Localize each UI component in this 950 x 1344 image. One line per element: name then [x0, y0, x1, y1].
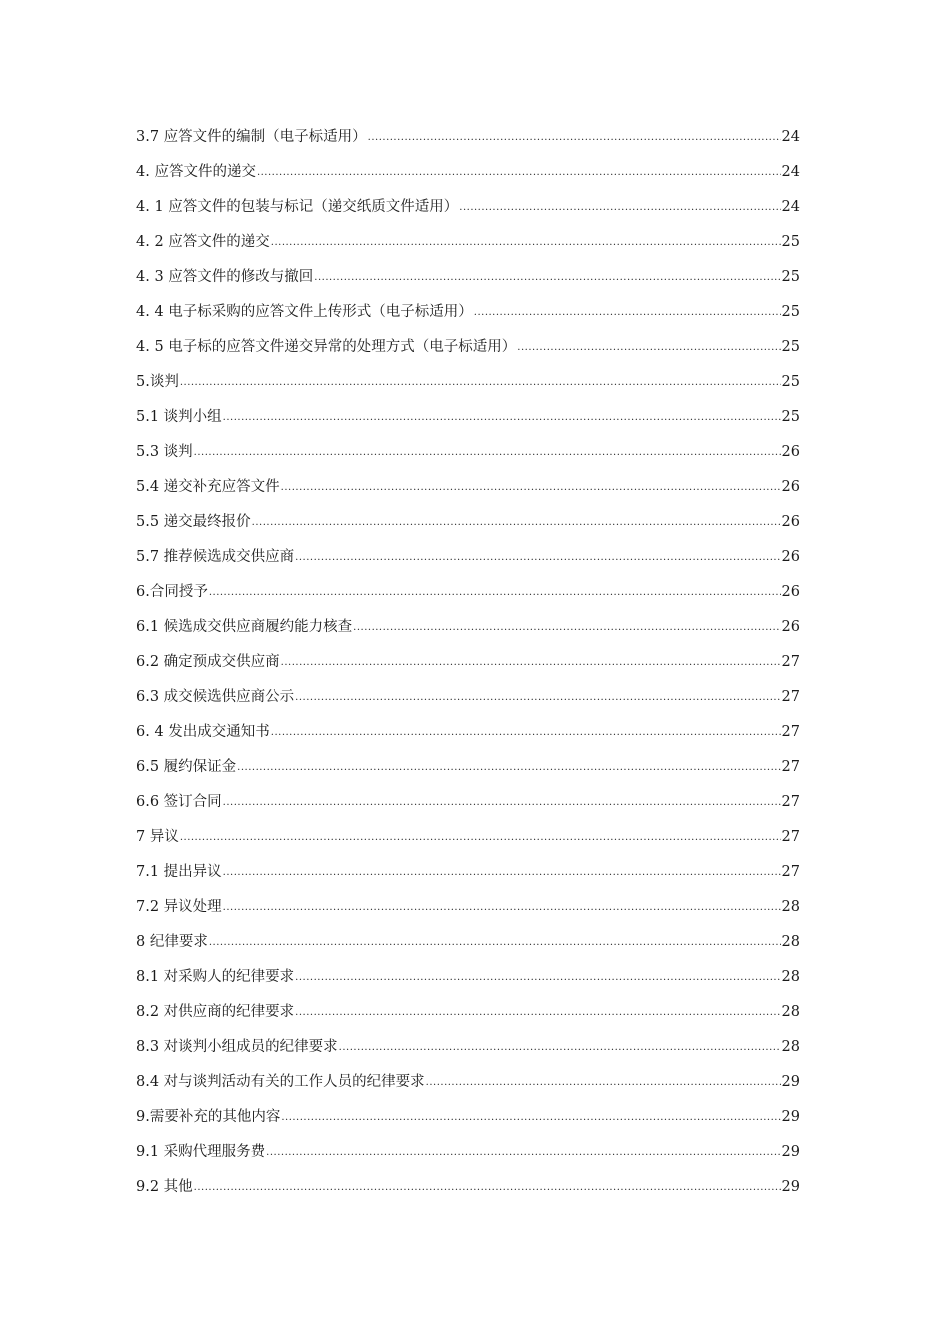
- toc-entry-page-number: 24: [781, 129, 800, 145]
- toc-entry-title: 5.1 谈判小组: [136, 409, 222, 425]
- toc-entry-title: 4. 应答文件的递交: [136, 164, 256, 180]
- toc-entry[interactable]: [136, 196, 800, 231]
- toc-entry-title: 8.4 对与谈判活动有关的工作人员的纪律要求: [136, 1074, 425, 1090]
- toc-entry-title: 7.1 提出异议: [136, 864, 222, 880]
- toc-entry-title: 3.7 应答文件的编制（电子标适用）: [136, 129, 367, 145]
- toc-entry-title: 6.5 履约保证金: [136, 759, 237, 775]
- dot-leader: [223, 862, 781, 884]
- toc-entry[interactable]: [136, 791, 800, 826]
- toc-entry[interactable]: [136, 756, 800, 791]
- dot-leader: [281, 1107, 780, 1129]
- toc-entry[interactable]: [136, 126, 800, 161]
- toc-entry-title: 6.3 成交候选供应商公示: [136, 689, 295, 705]
- toc-entry-page-number: 26: [781, 479, 800, 495]
- toc-entry-title: 6.1 候选成交供应商履约能力核查: [136, 619, 353, 635]
- toc-entry-page-number: 27: [781, 864, 800, 880]
- toc-entry[interactable]: [136, 686, 800, 721]
- toc-entry-page-number: 28: [781, 934, 800, 950]
- toc-entry-title: 8.1 对采购人的纪律要求: [136, 969, 295, 985]
- toc-entry-title: 9.2 其他: [136, 1179, 193, 1195]
- toc-entry-page-number: 28: [781, 899, 800, 915]
- toc-entry-page-number: 25: [781, 339, 800, 355]
- dot-leader: [194, 1177, 781, 1199]
- dot-leader: [271, 232, 781, 254]
- toc-entry[interactable]: [136, 336, 800, 371]
- toc-entry-page-number: 28: [781, 1004, 800, 1020]
- toc-entry-page-number: 29: [781, 1109, 800, 1125]
- toc-entry[interactable]: [136, 581, 800, 616]
- toc-entry[interactable]: [136, 1176, 800, 1211]
- toc-entry-title: 5.3 谈判: [136, 444, 193, 460]
- toc-entry-page-number: 26: [781, 514, 800, 530]
- toc-entry-title: 9.需要补充的其他内容: [136, 1109, 281, 1125]
- dot-leader: [339, 1037, 781, 1059]
- toc-entry[interactable]: [136, 476, 800, 511]
- toc-entry-title: 6. 4 发出成交通知书: [136, 724, 270, 740]
- toc-entry-title: 5.4 递交补充应答文件: [136, 479, 280, 495]
- toc-entry-title: 5.5 递交最终报价: [136, 514, 251, 530]
- toc-entry-title: 5.谈判: [136, 374, 179, 390]
- dot-leader: [295, 1002, 780, 1024]
- toc-entry[interactable]: [136, 651, 800, 686]
- toc-entry-page-number: 26: [781, 619, 800, 635]
- toc-entry-page-number: 26: [781, 584, 800, 600]
- toc-entry-page-number: 24: [781, 199, 800, 215]
- toc-entry-page-number: 28: [781, 1039, 800, 1055]
- toc-entry[interactable]: [136, 721, 800, 756]
- toc-entry[interactable]: [136, 371, 800, 406]
- dot-leader: [237, 757, 780, 779]
- toc-entry-page-number: 26: [781, 549, 800, 565]
- dot-leader: [295, 967, 780, 989]
- toc-entry[interactable]: [136, 861, 800, 896]
- dot-leader: [314, 267, 780, 289]
- toc-entry[interactable]: [136, 616, 800, 651]
- toc-entry-page-number: 25: [781, 374, 800, 390]
- dot-leader: [223, 897, 781, 919]
- dot-leader: [194, 442, 781, 464]
- dot-leader: [266, 1142, 780, 1164]
- toc-entry[interactable]: [136, 161, 800, 196]
- toc-entry[interactable]: [136, 406, 800, 441]
- toc-entry-page-number: 25: [781, 269, 800, 285]
- dot-leader: [368, 127, 781, 149]
- dot-leader: [271, 722, 781, 744]
- toc-entry-title: 6.2 确定预成交供应商: [136, 654, 280, 670]
- toc-entry-page-number: 28: [781, 969, 800, 985]
- table-of-contents: [136, 126, 800, 1211]
- toc-entry[interactable]: [136, 1001, 800, 1036]
- toc-entry-title: 4. 2 应答文件的递交: [136, 234, 270, 250]
- toc-entry-title: 4. 3 应答文件的修改与撤回: [136, 269, 314, 285]
- dot-leader: [209, 582, 781, 604]
- dot-leader: [209, 932, 781, 954]
- toc-entry-title: 4. 5 电子标的应答文件递交异常的处理方式（电子标适用）: [136, 339, 517, 355]
- dot-leader: [281, 477, 781, 499]
- toc-entry-page-number: 27: [781, 759, 800, 775]
- dot-leader: [223, 407, 781, 429]
- toc-entry[interactable]: [136, 266, 800, 301]
- toc-entry-title: 4. 4 电子标采购的应答文件上传形式（电子标适用）: [136, 304, 473, 320]
- toc-entry[interactable]: [136, 896, 800, 931]
- toc-entry-title: 8.3 对谈判小组成员的纪律要求: [136, 1039, 338, 1055]
- toc-entry-title: 8.2 对供应商的纪律要求: [136, 1004, 295, 1020]
- toc-entry-page-number: 27: [781, 654, 800, 670]
- dot-leader: [295, 547, 780, 569]
- dot-leader: [459, 197, 780, 219]
- toc-entry[interactable]: [136, 441, 800, 476]
- toc-entry-page-number: 29: [781, 1144, 800, 1160]
- toc-entry[interactable]: [136, 511, 800, 546]
- toc-entry-page-number: 24: [781, 164, 800, 180]
- toc-entry[interactable]: [136, 1071, 800, 1106]
- toc-entry[interactable]: [136, 1036, 800, 1071]
- toc-entry-page-number: 26: [781, 444, 800, 460]
- toc-entry[interactable]: [136, 966, 800, 1001]
- toc-entry[interactable]: [136, 1106, 800, 1141]
- dot-leader: [180, 827, 781, 849]
- dot-leader: [223, 792, 781, 814]
- dot-leader: [180, 372, 781, 394]
- toc-entry-page-number: 27: [781, 829, 800, 845]
- toc-entry[interactable]: [136, 826, 800, 861]
- toc-entry-page-number: 27: [781, 794, 800, 810]
- dot-leader: [517, 337, 780, 359]
- toc-entry[interactable]: [136, 546, 800, 581]
- toc-entry-title: 6.合同授予: [136, 584, 208, 600]
- dot-leader: [257, 162, 781, 184]
- toc-entry-page-number: 29: [781, 1179, 800, 1195]
- toc-entry-page-number: 25: [781, 304, 800, 320]
- toc-entry[interactable]: [136, 1141, 800, 1176]
- dot-leader: [353, 617, 780, 639]
- toc-entry-title: 9.1 采购代理服务费: [136, 1144, 266, 1160]
- toc-entry-page-number: 29: [781, 1074, 800, 1090]
- toc-entry-page-number: 27: [781, 689, 800, 705]
- dot-leader: [281, 652, 781, 674]
- toc-entry[interactable]: [136, 931, 800, 966]
- toc-entry-title: 5.7 推荐候选成交供应商: [136, 549, 295, 565]
- toc-entry-title: 7 异议: [136, 829, 179, 845]
- toc-entry-title: 4. 1 应答文件的包装与标记（递交纸质文件适用）: [136, 199, 459, 215]
- dot-leader: [474, 302, 781, 324]
- toc-entry-page-number: 25: [781, 409, 800, 425]
- dot-leader: [295, 687, 780, 709]
- toc-entry-page-number: 27: [781, 724, 800, 740]
- dot-leader: [426, 1072, 781, 1094]
- toc-entry-title: 7.2 异议处理: [136, 899, 222, 915]
- toc-entry-page-number: 25: [781, 234, 800, 250]
- dot-leader: [252, 512, 781, 534]
- toc-entry-title: 6.6 签订合同: [136, 794, 222, 810]
- toc-entry[interactable]: [136, 231, 800, 266]
- toc-entry-title: 8 纪律要求: [136, 934, 208, 950]
- toc-entry[interactable]: [136, 301, 800, 336]
